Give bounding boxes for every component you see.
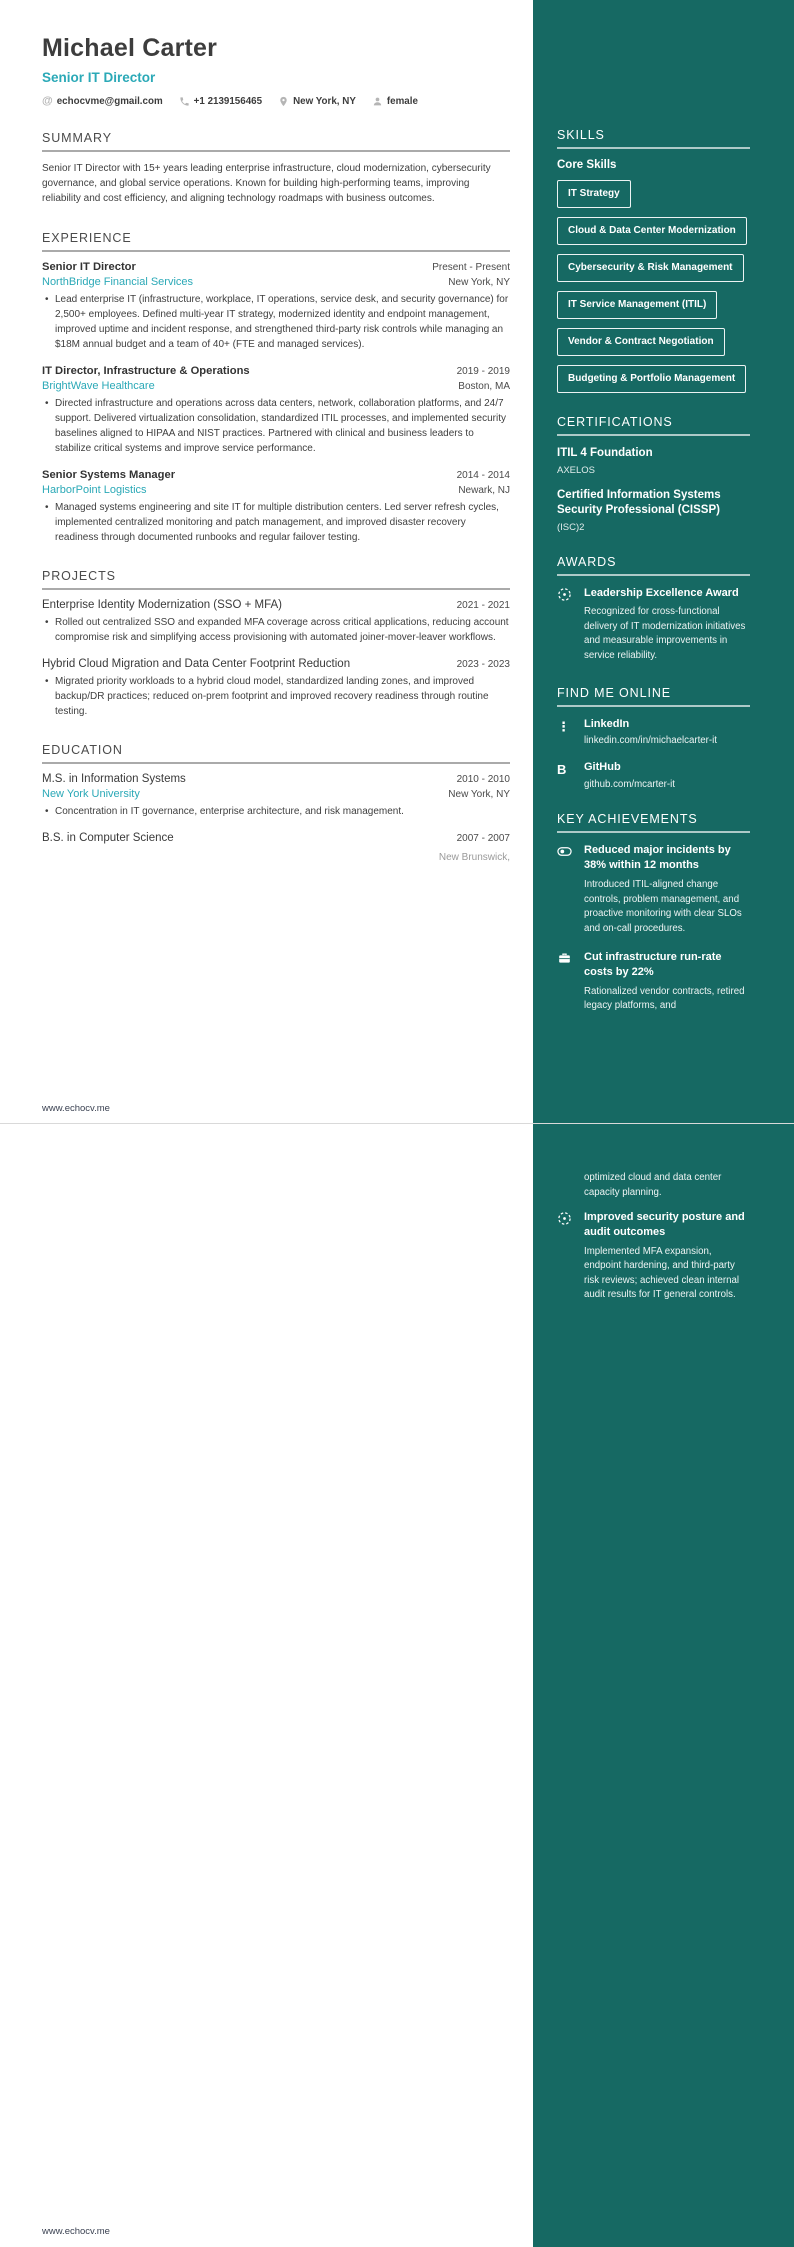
experience-entry <box>42 469 510 545</box>
award-item <box>557 586 750 664</box>
job-dates: Present - Present <box>432 261 510 273</box>
sidebar-divider <box>557 147 750 149</box>
award-description: Recognized for cross-functional delivery of IT modernization initiatives and measurable improvements in service reliability. <box>584 606 746 662</box>
summary-heading: SUMMARY <box>42 131 112 145</box>
email-icon: @ <box>42 95 53 107</box>
phone-value: +1 2139156465 <box>193 96 263 107</box>
experience-entry <box>42 261 510 352</box>
social-link-item[interactable] <box>557 717 750 747</box>
key-achievements-heading: KEY ACHIEVEMENTS <box>557 812 698 827</box>
project-bullet: • Migrated priority workloads to a hybrid cloud model, standardized landing zones, and improved backup/DR practices; reduced on-prem footprint and improved recovery readiness through routine testing. <box>42 674 510 719</box>
contact-phone[interactable] <box>179 96 262 107</box>
contact-gender <box>372 96 418 107</box>
sidebar-divider <box>557 574 750 576</box>
section-divider <box>42 150 510 152</box>
certification-item <box>557 488 750 533</box>
sidebar <box>533 0 794 1123</box>
dashed-target-icon <box>557 1210 574 1303</box>
summary-section <box>42 131 510 207</box>
achievement-description: Implemented MFA expansion, endpoint hardening, and third-party risk reviews; achieved clean internal audit results for IT general controls. <box>584 1245 740 1301</box>
job-bullet: • Lead enterprise IT (infrastructure, workplace, IT operations, service desk, and security governance) for 2,500+ employees. Defined multi-year IT strategy, modernized identity and endpoint management, improved uptime and incident response, and strengthened third-party risk controls while managing an $18M annual budget and a team of 40+ (FTE and managed services). <box>42 292 510 352</box>
certifications-section <box>557 415 750 533</box>
footer-url[interactable]: www.echocv.me <box>42 1103 110 1114</box>
project-title: Enterprise Identity Modernization (SSO + MFA) <box>42 598 283 611</box>
skill-chip: Vendor & Contract Negotiation <box>557 328 725 356</box>
project-dates: 2021 - 2021 <box>456 599 510 611</box>
awards-section <box>557 555 750 664</box>
achievement-description: Rationalized vendor contracts, retired legacy platforms, and <box>584 985 745 1012</box>
degree-title: B.S. in Computer Science <box>42 831 174 844</box>
dashed-target-icon <box>557 586 574 664</box>
projects-section <box>42 569 510 719</box>
skills-section <box>557 128 750 393</box>
toggle-icon <box>557 843 574 936</box>
location-value: New York, NY <box>293 96 356 107</box>
sidebar-divider <box>557 434 750 436</box>
achievement-item <box>557 1210 750 1303</box>
candidate-headline: Senior IT Director <box>42 70 156 85</box>
social-label: LinkedIn <box>584 717 630 730</box>
summary-text: Senior IT Director with 15+ years leading enterprise infrastructure, cloud modernization, cybersecurity governance, and global service operations. Known for building high-performing teams, improving reliability and cost efficiency, and aligning technology roadmaps with business outcomes. <box>42 163 491 205</box>
project-entry <box>42 658 510 719</box>
education-heading: EDUCATION <box>42 742 123 757</box>
job-location: Boston, MA <box>458 380 510 392</box>
skill-chip: Cloud & Data Center Modernization <box>557 217 747 245</box>
footer-url[interactable]: www.echocv.me <box>42 2226 110 2237</box>
certification-name: ITIL 4 Foundation <box>557 447 653 459</box>
skill-chip: IT Strategy <box>557 180 631 208</box>
school-location: New York, NY <box>448 788 510 800</box>
achievement-description-continued: optimized cloud and data center capacity planning. <box>584 1172 722 1198</box>
project-title: Hybrid Cloud Migration and Data Center Footprint Reduction <box>42 657 351 670</box>
achievement-item <box>557 843 750 936</box>
awards-heading: AWARDS <box>557 554 617 569</box>
sidebar-divider <box>557 705 750 707</box>
school-name[interactable]: New York University <box>42 787 140 800</box>
find-me-online-heading: FIND ME ONLINE <box>557 685 671 700</box>
briefcase-icon <box>557 950 574 1014</box>
phone-icon <box>179 96 190 107</box>
certification-issuer: AXELOS <box>557 464 596 476</box>
company-name[interactable]: NorthBridge Financial Services <box>42 275 194 288</box>
gender-value: female <box>386 96 418 107</box>
certification-issuer: (ISC)2 <box>557 521 585 533</box>
skills-group-label: Core Skills <box>557 159 617 171</box>
social-url[interactable]: github.com/mcarter-it <box>584 779 675 791</box>
main-column <box>42 0 510 867</box>
find-me-online-section <box>557 686 750 791</box>
contact-row <box>42 96 510 107</box>
achievement-item <box>557 950 750 1014</box>
education-bullet: • Concentration in IT governance, enterprise architecture, and risk management. <box>42 804 510 819</box>
job-title: Senior IT Director <box>42 260 136 273</box>
job-title: IT Director, Infrastructure & Operations <box>42 364 250 377</box>
degree-title: M.S. in Information Systems <box>42 772 186 785</box>
achievement-title: Cut infrastructure run-rate costs by 22% <box>584 951 722 978</box>
experience-heading: EXPERIENCE <box>42 230 132 245</box>
person-icon <box>372 96 383 107</box>
projects-heading: PROJECTS <box>42 568 116 583</box>
sidebar-continued <box>533 1124 794 2247</box>
certification-name: Certified Information Systems Security Professional (CISSP) <box>557 488 721 517</box>
job-bullet: • Managed systems engineering and site IT for multiple distribution centers. Led server refresh cycles, implemented centralized monitoring and patch management, and improved disaster recovery readiness through documented runbooks and regular failover testing. <box>42 500 510 545</box>
job-location: Newark, NJ <box>458 484 510 496</box>
contact-email[interactable] <box>42 96 163 107</box>
project-bullet: • Rolled out centralized SSO and expanded MFA coverage across critical applications, reducing account compromise risk and simplifying access provisioning with automated joiner-mover-leaver workflows. <box>42 615 510 645</box>
experience-section <box>42 231 510 545</box>
key-achievements-section <box>557 812 750 1014</box>
achievement-title: Improved security posture and audit outcomes <box>584 1211 745 1238</box>
project-dates: 2023 - 2023 <box>456 658 510 670</box>
job-location: New York, NY <box>448 276 510 288</box>
company-name[interactable]: BrightWave Healthcare <box>42 379 155 392</box>
job-dates: 2019 - 2019 <box>456 365 510 377</box>
social-url[interactable]: linkedin.com/in/michaelcarter-it <box>584 735 717 747</box>
job-title: Senior Systems Manager <box>42 468 176 481</box>
section-divider <box>42 588 510 590</box>
company-name[interactable]: HarborPoint Logistics <box>42 483 147 496</box>
social-label: GitHub <box>584 761 621 774</box>
certifications-heading: CERTIFICATIONS <box>557 415 673 429</box>
resume-page-2 <box>0 1123 794 2246</box>
education-entry <box>42 773 510 819</box>
achievement-description: Introduced ITIL-aligned change controls, problem management, and proactive monitoring with clear SLOs and on-call procedures. <box>584 878 742 934</box>
job-dates: 2014 - 2014 <box>456 469 510 481</box>
skill-chip: Cybersecurity & Risk Management <box>557 254 744 282</box>
skill-chip: Budgeting & Portfolio Management <box>557 365 746 393</box>
candidate-name: Michael Carter <box>42 34 218 62</box>
github-icon: B <box>557 762 567 778</box>
section-divider <box>42 250 510 252</box>
degree-dates: 2010 - 2010 <box>456 773 510 785</box>
skill-chip: IT Service Management (ITIL) <box>557 291 717 319</box>
education-entry <box>42 831 510 863</box>
location-pin-icon <box>278 96 289 107</box>
education-section <box>42 742 510 863</box>
job-bullet: • Directed infrastructure and operations across data centers, network, collaboration platforms, and 24/7 support. Delivered virtualization consolidation, standardized ITIL processes, and implemented security baselines aligned to HIPAA and NIST practices. Partnered with clinical and business leaders to stabilize critical systems and improve service performance. <box>42 396 510 456</box>
certification-item <box>557 446 750 476</box>
resume-page-1 <box>0 0 794 1123</box>
linkedin-icon: ⋮ <box>557 718 570 734</box>
school-location-clipped: New Brunswick, <box>438 851 510 863</box>
sidebar-divider <box>557 831 750 833</box>
experience-entry <box>42 365 510 456</box>
award-title: Leadership Excellence Award <box>584 586 739 599</box>
social-link-item[interactable] <box>557 760 750 790</box>
skills-heading: SKILLS <box>557 128 605 142</box>
contact-location <box>278 96 356 107</box>
achievement-title: Reduced major incidents by 38% within 12 months <box>584 844 731 872</box>
section-divider <box>42 762 510 764</box>
email-value: echocvme@gmail.com <box>56 96 163 107</box>
degree-dates: 2007 - 2007 <box>456 832 510 844</box>
project-entry <box>42 599 510 645</box>
